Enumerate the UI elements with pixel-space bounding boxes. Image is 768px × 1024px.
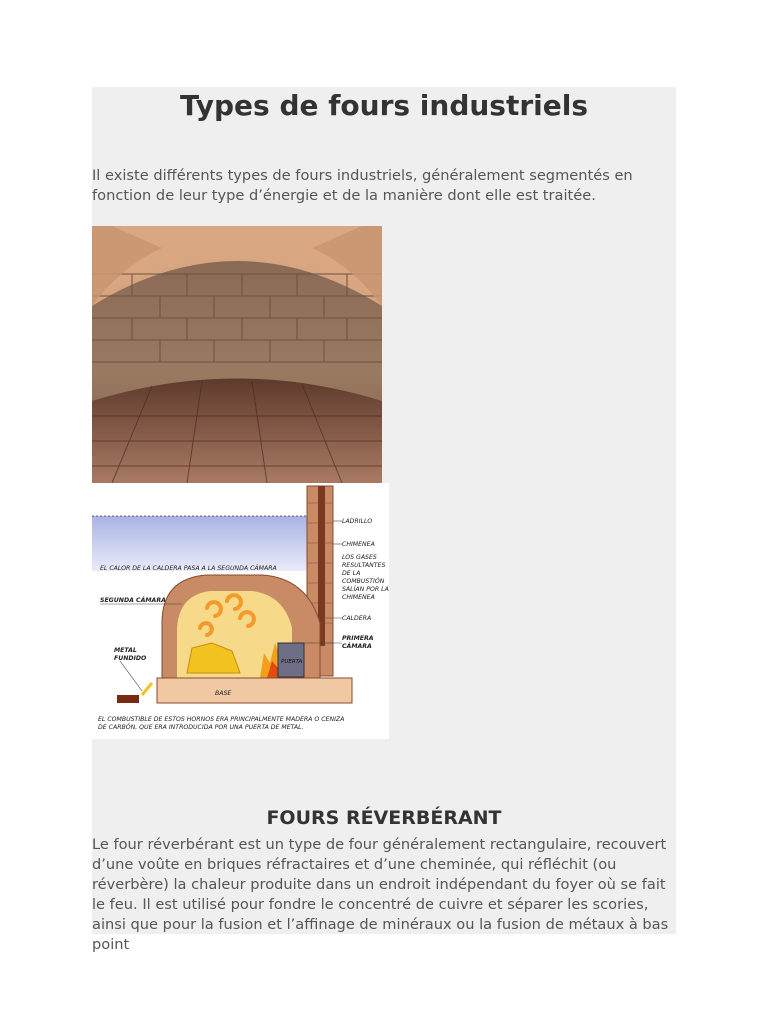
label-metal-1: METAL — [114, 647, 137, 654]
intro-paragraph: Il existe différents types de fours industriels, généralement segmentés en fonction de leur type d’énergie et de la manière dont elle est traitée. — [92, 167, 633, 204]
furnace-base — [157, 678, 352, 703]
label-gases-6: CHIMENEA — [342, 594, 375, 601]
diagram-caption-1: EL COMBUSTIBLE DE ESTOS HORNOS ERA PRINCIPALMENTE MADERA O CENIZA — [98, 716, 345, 723]
label-gases-3: DE LA — [342, 570, 361, 577]
label-metal-2: FUNDIDO — [114, 655, 147, 662]
furnace-diagram — [92, 483, 389, 739]
label-gases-5: SALÍAN POR LA — [342, 586, 389, 593]
heat-zone — [92, 516, 307, 571]
brick-oven-photo — [92, 226, 382, 483]
label-ladrillo: LADRILLO — [342, 518, 373, 525]
label-gases-2: RESULTANTES — [342, 562, 386, 569]
diagram-caption-2: DE CARBÓN, QUE ERA INTRODUCIDA POR UNA PUERTA DE METAL. — [98, 724, 304, 731]
label-gases-1: LOS GASES — [342, 554, 377, 561]
section-heading: FOURS RÉVERBÉRANT — [266, 806, 502, 829]
label-chimenea: CHIMENEA — [342, 541, 375, 548]
label-calor: EL CALOR DE LA CALDERA PASA A LA SEGUNDA CÁMARA — [100, 565, 277, 572]
label-puerta: PUERTA — [281, 659, 303, 665]
page-title: Types de fours industriels — [179, 89, 589, 122]
label-primera-2: CÁMARA — [342, 643, 372, 650]
label-primera-1: PRIMERA — [342, 635, 374, 642]
section-body: Le four réverbérant est un type de four généralement rectangulaire, recouvert d’une voûte en briques réfractaires et d’une cheminée, qui réfléchit (ou réverbère) la chaleur produite dans un endroit indépendant du foyer où se fait le feu. Il est utilisé pour fondre le concentré de cuivre et séparer les scories, ainsi que pour la fusion et l’affinage de minéraux ou la fusion de métaux à bas point — [92, 836, 669, 953]
label-base: BASE — [215, 690, 232, 697]
article-panel — [92, 87, 676, 953]
label-segunda: SEGUNDA CÁMARA — [100, 597, 166, 604]
label-gases-4: COMBUSTIÓN — [342, 578, 385, 585]
label-caldera: CALDERA — [342, 615, 372, 622]
